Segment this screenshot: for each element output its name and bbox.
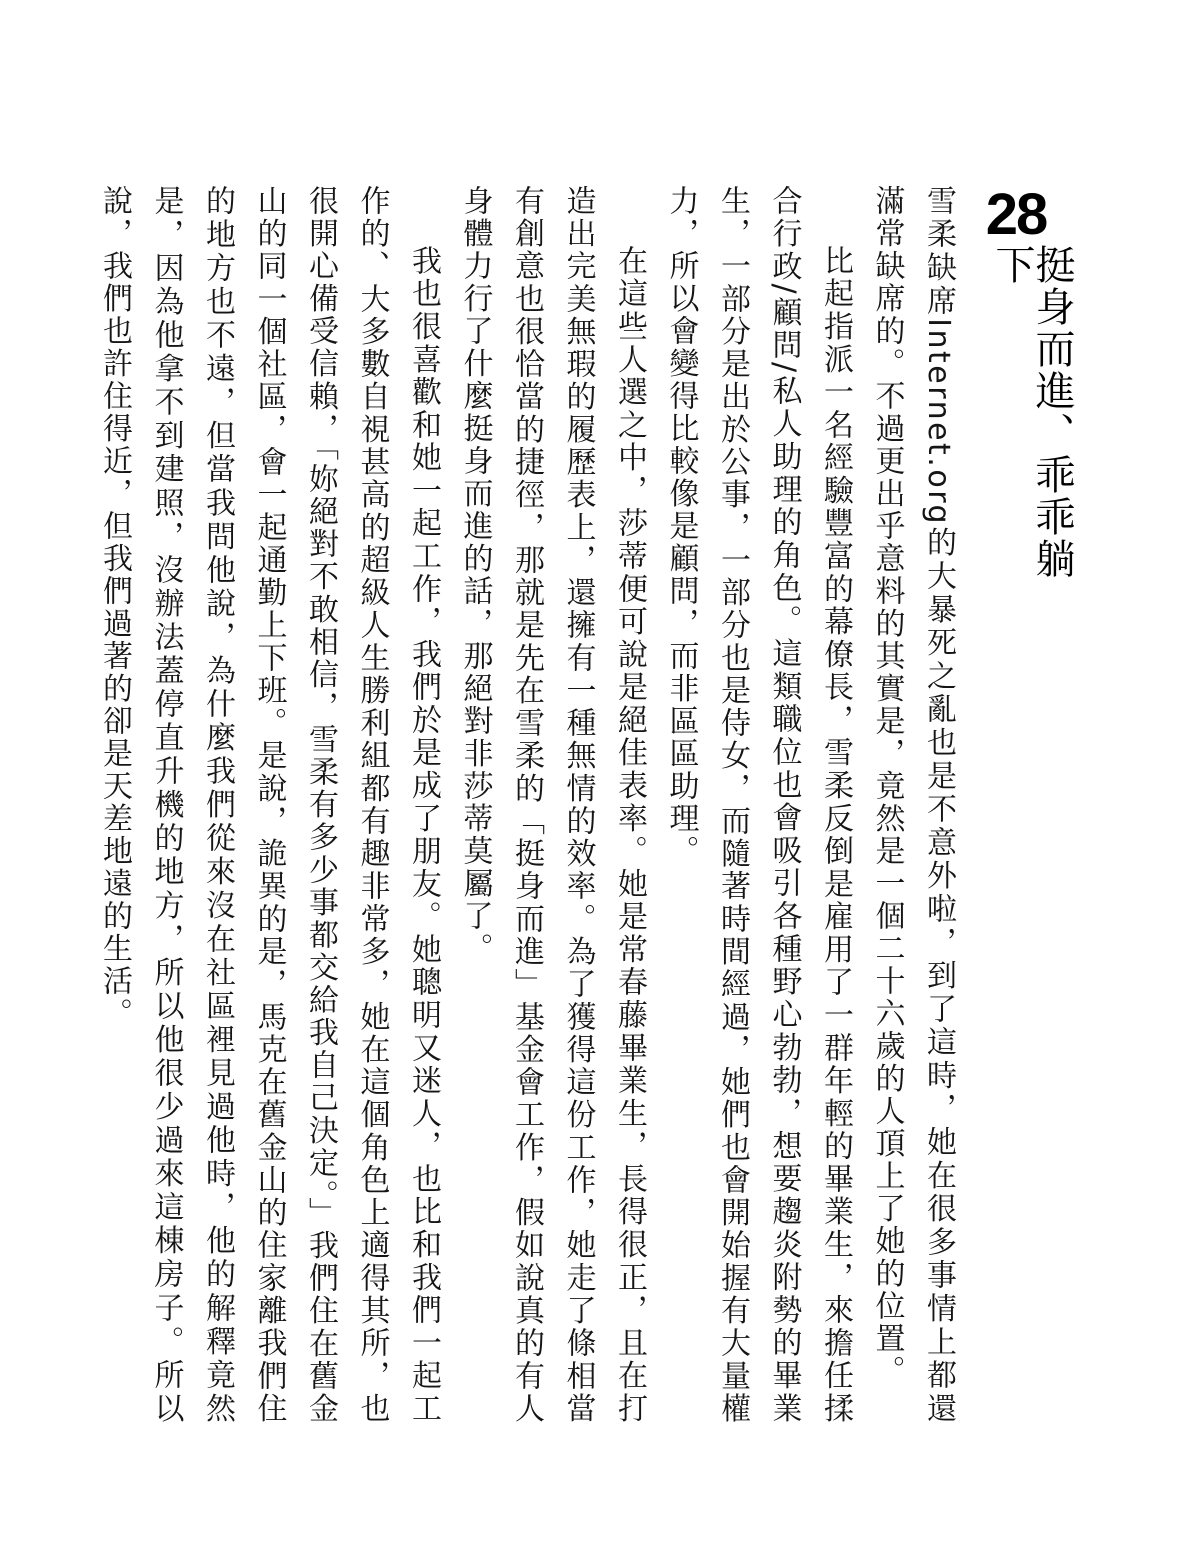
chapter-number: 28 [985, 182, 1047, 247]
paragraph-4: 我也很喜歡和她一起工作，我們於是成了朋友。她聰明又迷人，也比和我們一起工作的、大多數自視甚高的超級人生勝利組都有趣非常多，她在這個角色上適得其所，也很開心備受信賴，「妳絕對不敢相信，雪柔有多少事都交給我自己決定。」我們住在舊金山的同一個社區，會一起通勤上下班。是說，詭異的是，馬克在舊金山的住家離我們住的地方也不遠，但當我問他說，為什麼我們從來沒在社區裡見過他時，他的解釋竟然是，因為他拿不到建照，沒辦法蓋停直升機的地方，所以他很少過來這棟房子。所以說，我們也許住得近，但我們過著的卻是天差地遠的生活。 [97, 185, 441, 1425]
chapter-title: 挺身而進、乖乖躺下 [989, 244, 1075, 580]
paragraph-3: 在這些人選之中，莎蒂便可說是絕佳表率。她是常春藤畢業生，長得很正，且在打造出完美無瑕的履歷表上，還擁有一種無情的效率。為了獲得這份工作，她走了條相當有創意也很恰當的捷徑，那就是先在雪柔的「挺身而進」基金會工作，假如說真的有人身體力行了什麼挺身而進的話，那絕對非莎蒂莫屬了。 [457, 185, 647, 1425]
paragraph-2: 比起指派一名經驗豐富的幕僚長，雪柔反倒是雇用了一群年輕的畢業生，來擔任揉合行政/顧問/私人助理的角色。這類職位也會吸引各種野心勃勃，想要趨炎附勢的畢業生，一部分是出於公事，一部分也是侍女，而隨著時間經過，她們也會開始握有大量權力，所以會變得比較像是顧問，而非區區助理。 [663, 185, 853, 1425]
chapter-body [89, 185, 965, 1425]
paragraph-1: 雪柔缺席Internet.org的大暴死之亂也是不意外啦，到了這時，她在很多事情上都還滿常缺席的。不過更出乎意料的其實是，竟然是一個二十六歲的人頂上了她的位置。 [869, 185, 956, 1425]
